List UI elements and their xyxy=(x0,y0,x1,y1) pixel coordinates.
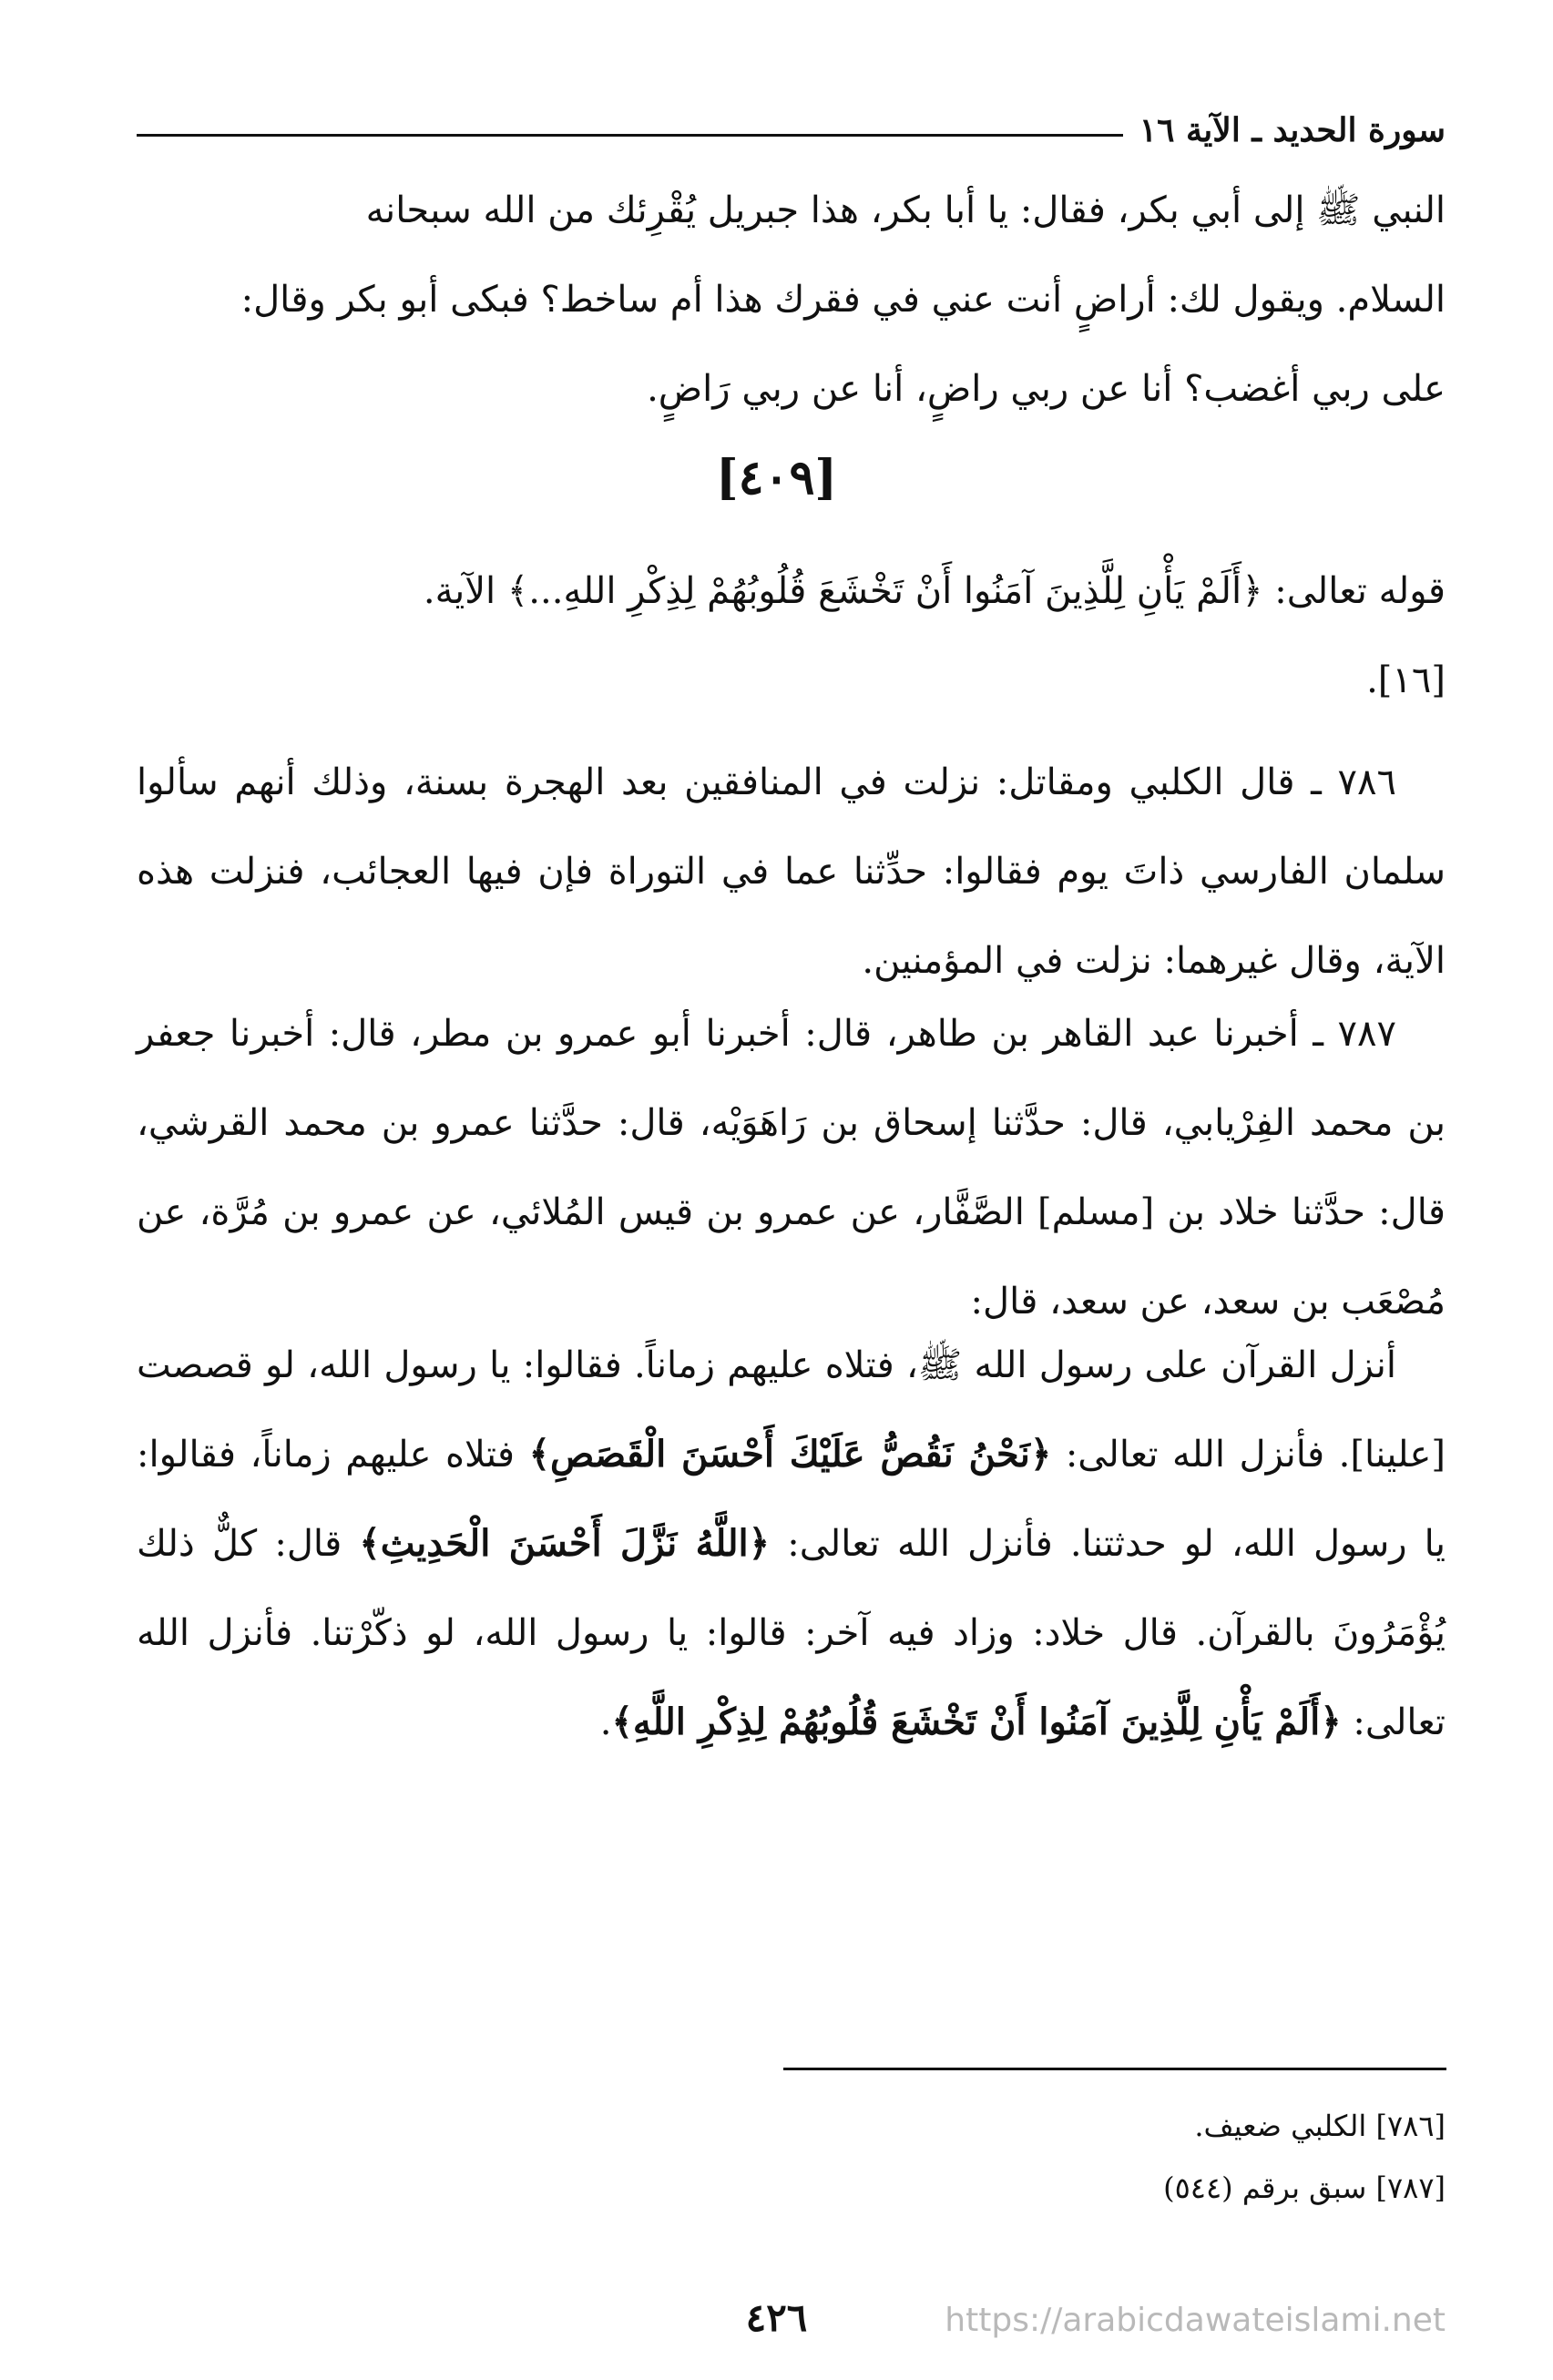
matn-part-3: قال: كلٌّ ذلك يُؤْمَرُونَ بالقرآن. قال خلاد: وزاد فيه آخر: قالوا: يا رسول الله، لو ذكّرْتنا. فأنزل الله تعالى: xyxy=(137,1523,1446,1743)
narration-787-isnad xyxy=(137,989,1446,1346)
verse-intro: قوله تعالى: ﴿أَلَمْ يَأْنِ لِلَّذِينَ آمَنُوا أَنْ تَخْشَعَ قُلُوبُهُمْ لِذِكْرِ اللهِ...﴾ الآية. xyxy=(423,570,1446,612)
running-header xyxy=(137,107,1446,153)
page-number: ٤٢٦ xyxy=(745,2295,808,2340)
intro-line-1: النبي ﷺ إلى أبي بكر، فقال: يا أبا بكر، هذا جبريل يُقْرِئك من الله سبحانه xyxy=(365,189,1446,231)
narration-787-matn xyxy=(137,1321,1446,1767)
header-rule xyxy=(137,134,1123,137)
quran-quote-1: ﴿نَحْنُ نَقُصُّ عَلَيْكَ أَحْسَنَ الْقَصَصِ﴾ xyxy=(528,1433,1052,1476)
verse-heading xyxy=(137,546,1446,725)
quran-quote-2: ﴿اللَّهُ نَزَّلَ أَحْسَنَ الْحَدِيثِ﴾ xyxy=(359,1522,771,1565)
intro-line-3: على ربي أغضب؟ أنا عن ربي راضٍ، أنا عن ربي رَاضٍ. xyxy=(647,368,1446,410)
narration-786 xyxy=(137,738,1446,1006)
section-number: [٤٠٩] xyxy=(715,450,837,506)
matn-part-1: أنزل القرآن على رسول الله ﷺ، فتلاه عليهم زماناً. فقالوا: يا رسول الله، لو قصصت [علينا]. فأنزل الله تعالى: xyxy=(137,1344,1446,1476)
matn-part-4: . xyxy=(599,1701,612,1743)
narration-786-text: ٧٨٦ ـ قال الكلبي ومقاتل: نزلت في المنافقين بعد الهجرة بسنة، وذلك أنهم سألوا سلمان الفارسي ذاتَ يوم فقالوا: حدِّثنا عما في التوراة فإن فيها العجائب، فنزلت هذه الآية، وقال غيرهما: نزلت في المؤمنين. xyxy=(137,761,1446,982)
narration-787-body xyxy=(137,1321,1446,1767)
footnotes xyxy=(137,2095,1446,2219)
watermark-url: https://arabicdawateislami.net xyxy=(945,2302,1446,2339)
quran-quote-3: ﴿أَلَمْ يَأْنِ لِلَّذِينَ آمَنُوا أَنْ تَخْشَعَ قُلُوبُهُمْ لِذِكْرِ اللَّهِ﴾ xyxy=(611,1701,1342,1743)
matn-part-2: فتلاه عليهم زماناً، فقالوا: يا رسول الله، لو حدثتنا. فأنزل الله تعالى: xyxy=(137,1434,1446,1565)
header-title: سورة الحديد ـ الآية ١٦ xyxy=(1139,111,1446,149)
intro-line-2: السلام. ويقول لك: أراضٍ أنت عني في فقرك هذا أم ساخط؟ فبكى أبو بكر وقال: xyxy=(240,279,1446,321)
verse-reference: [١٦]. xyxy=(1366,659,1446,701)
footnote-rule xyxy=(783,2068,1446,2070)
narration-787-text: ٧٨٧ ـ أخبرنا عبد القاهر بن طاهر، قال: أخبرنا أبو عمرو بن مطر، قال: أخبرنا جعفر بن محمد الفِرْيابي، قال: حدَّثنا إسحاق بن رَاهَوَيْه، قال: حدَّثنا عمرو بن محمد القرشي، قال: حدَّثنا خلاد بن [مسلم] الصَّفَّار، عن عمرو بن قيس المُلائي، عن عمرو بن مُرَّة، عن مُصْعَب بن سعد، عن سعد، قال: xyxy=(137,1013,1446,1323)
footnote-786: [٧٨٦] الكلبي ضعيف. xyxy=(1194,2109,1446,2143)
footnote-787: [٧٨٧] سبق برقم (٥٤٤) xyxy=(1163,2171,1446,2205)
intro-paragraph xyxy=(137,166,1446,434)
